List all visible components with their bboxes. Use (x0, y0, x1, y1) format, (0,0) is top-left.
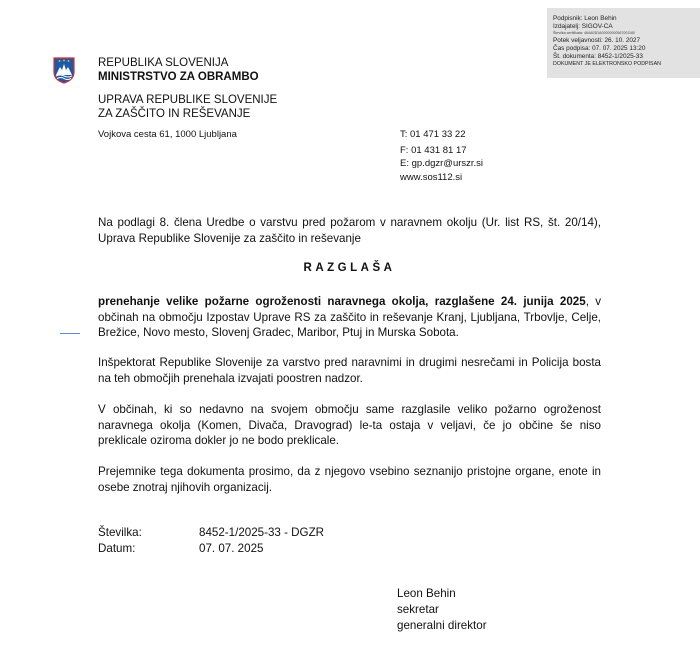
signature-doc-number: Št. dokumenta: 8452-1/2025-33 (553, 53, 643, 60)
document-title: RAZGLAŠA (303, 262, 396, 274)
signature-serial: Številka certifikata: 464A03DA00000000567001180 (553, 31, 636, 35)
margin-rule (60, 333, 80, 334)
contact-website[interactable]: www.sos112.si (400, 172, 463, 183)
signature-signer: Podpisnik: Leon Behin (553, 15, 617, 22)
contact-phone: T: 01 471 33 22 (400, 129, 466, 140)
slovenia-coat-of-arms-icon (53, 57, 75, 84)
number-label: Številka: (98, 526, 142, 539)
electronic-signature-box (547, 8, 700, 78)
header-administration-line2: ZA ZAŠČITO IN REŠEVANJE (98, 108, 251, 120)
signoff-role-director: generalni direktor (397, 619, 487, 632)
signature-note: DOKUMENT JE ELEKTRONSKO PODPISAN (553, 61, 661, 67)
contact-fax: F: 01 431 81 17 (400, 145, 467, 156)
header-address: Vojkova cesta 61, 1000 Ljubljana (98, 129, 237, 140)
date-value: 07. 07. 2025 (199, 542, 264, 555)
paragraph-inspectorate: Inšpektorat Republike Slovenije za varstvo pred naravnimi in drugimi nesrečami in Policija bosta na teh območjih prenehala izvajati poostren nadzor. (98, 356, 601, 385)
intro-paragraph: Na podlagi 8. člena Uredbe o varstvu pred požarom v naravnem okolju (Ur. list RS, št. 20/14), Uprava Republike Slovenije za zaščito in reševanje (98, 216, 601, 245)
paragraph-recipients: Prejemnike tega dokumenta prosimo, da z njegovo vsebino seznanijo pristojne organe, enote in osebe znotraj njihovih organizacij. (98, 465, 601, 494)
header-republic: REPUBLIKA SLOVENIJA (98, 57, 229, 69)
contact-email[interactable]: E: gp.dgzr@urszr.si (400, 158, 484, 169)
signature-issuer: Izdajatelj: SIGOV-CA (553, 23, 613, 30)
paragraph-municipalities: V občinah, ki so nedavno na svojem območju same razglasile veliko požarno ogroženost naravnega okolja (Komen, Divača, Dravograd) le-ta ostaja v veljavi, če jo občine še niso preklicale oziroma dokler jo ne bodo preklicale. (98, 403, 601, 447)
date-label: Datum: (98, 542, 136, 555)
signoff-name: Leon Behin (397, 587, 456, 600)
signoff-role-secretary: sekretar (397, 603, 439, 616)
signature-time: Čas podpisa: 07. 07. 2025 13:20 (553, 45, 646, 52)
declaration-highlight: prenehanje velike požarne ogroženosti naravnega okolja, razglašene 24. junija 2025 (98, 295, 586, 308)
paragraph-declaration (98, 294, 601, 341)
declaration-rest: , v občinah na območju Izpostav Uprave RS za zaščito in reševanje Kranj, Ljubljana, Trbovlje, Celje, Brežice, Novo mesto, Slovenj Gradec, Maribor, Ptuj in Murska Sobota. (98, 295, 601, 339)
signature-valid-until: Potek veljavnosti: 26. 10. 2027 (553, 37, 641, 44)
header-ministry: MINISTRSTVO ZA OBRAMBO (98, 71, 259, 83)
number-value: 8452-1/2025-33 - DGZR (199, 526, 325, 539)
header-administration-line1: UPRAVA REPUBLIKE SLOVENIJE (98, 94, 278, 106)
